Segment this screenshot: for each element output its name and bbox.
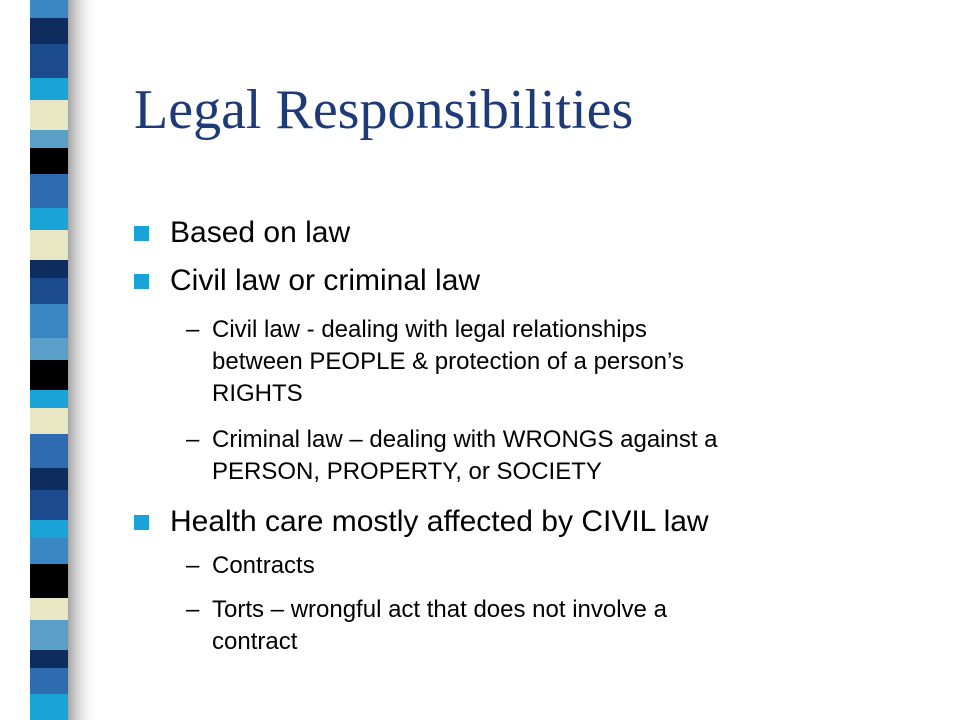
stripe-block bbox=[30, 668, 68, 694]
stripe-block bbox=[30, 694, 68, 720]
sub-civil-law-line-3: RIGHTS bbox=[212, 380, 303, 407]
sub-bullet-dash: – bbox=[186, 552, 200, 579]
stripe-block bbox=[30, 390, 68, 408]
sub-bullet-dash: – bbox=[186, 316, 200, 343]
stripe-block bbox=[30, 360, 68, 390]
stripe-block bbox=[30, 338, 68, 360]
sub-bullet-dash: – bbox=[186, 596, 200, 623]
stripe-block bbox=[30, 564, 68, 598]
stripe-block bbox=[30, 520, 68, 538]
stripe-block bbox=[30, 650, 68, 668]
stripe-block bbox=[30, 620, 68, 650]
sub-torts-line-2: contract bbox=[212, 628, 298, 655]
stripe-block bbox=[30, 230, 68, 260]
stripe-block bbox=[30, 490, 68, 520]
stripe-block bbox=[30, 278, 68, 304]
stripe-block bbox=[30, 408, 68, 434]
stripe-block bbox=[30, 208, 68, 230]
stripe-block bbox=[30, 130, 68, 148]
stripe-block bbox=[30, 304, 68, 338]
sub-civil-law-line-2: between PEOPLE & protection of a person’s bbox=[212, 348, 684, 375]
stripe-block bbox=[30, 260, 68, 278]
slide-title: Legal Responsibilities bbox=[134, 79, 634, 141]
sub-bullet-dash: – bbox=[186, 426, 200, 453]
bullet-marker bbox=[134, 226, 149, 241]
bullet-marker bbox=[134, 274, 149, 289]
bullet-health-care: Health care mostly affected by CIVIL law bbox=[170, 505, 709, 538]
stripe-shadow bbox=[68, 0, 98, 720]
bullet-civil-or-criminal: Civil law or criminal law bbox=[170, 264, 481, 297]
sub-civil-law-line-1: Civil law - dealing with legal relationships bbox=[212, 316, 647, 343]
stripe-block bbox=[30, 174, 68, 208]
sub-criminal-law-line-1: Criminal law – dealing with WRONGS against a bbox=[212, 426, 718, 453]
bullet-marker bbox=[134, 515, 149, 530]
stripe-block bbox=[30, 468, 68, 490]
stripe-block bbox=[30, 148, 68, 174]
sub-contracts: Contracts bbox=[212, 552, 315, 579]
stripe-block bbox=[30, 0, 68, 18]
stripe-block bbox=[30, 100, 68, 130]
stripe-block bbox=[30, 78, 68, 100]
stripe-block bbox=[30, 538, 68, 564]
decorative-stripe bbox=[0, 0, 112, 720]
sub-torts-line-1: Torts – wrongful act that does not involve a bbox=[212, 596, 667, 623]
bullet-based-on-law: Based on law bbox=[170, 216, 351, 249]
stripe-block bbox=[30, 18, 68, 44]
stripe-block bbox=[30, 434, 68, 468]
stripe-block bbox=[30, 44, 68, 78]
stripe-block bbox=[30, 598, 68, 620]
sub-criminal-law-line-2: PERSON, PROPERTY, or SOCIETY bbox=[212, 458, 602, 485]
